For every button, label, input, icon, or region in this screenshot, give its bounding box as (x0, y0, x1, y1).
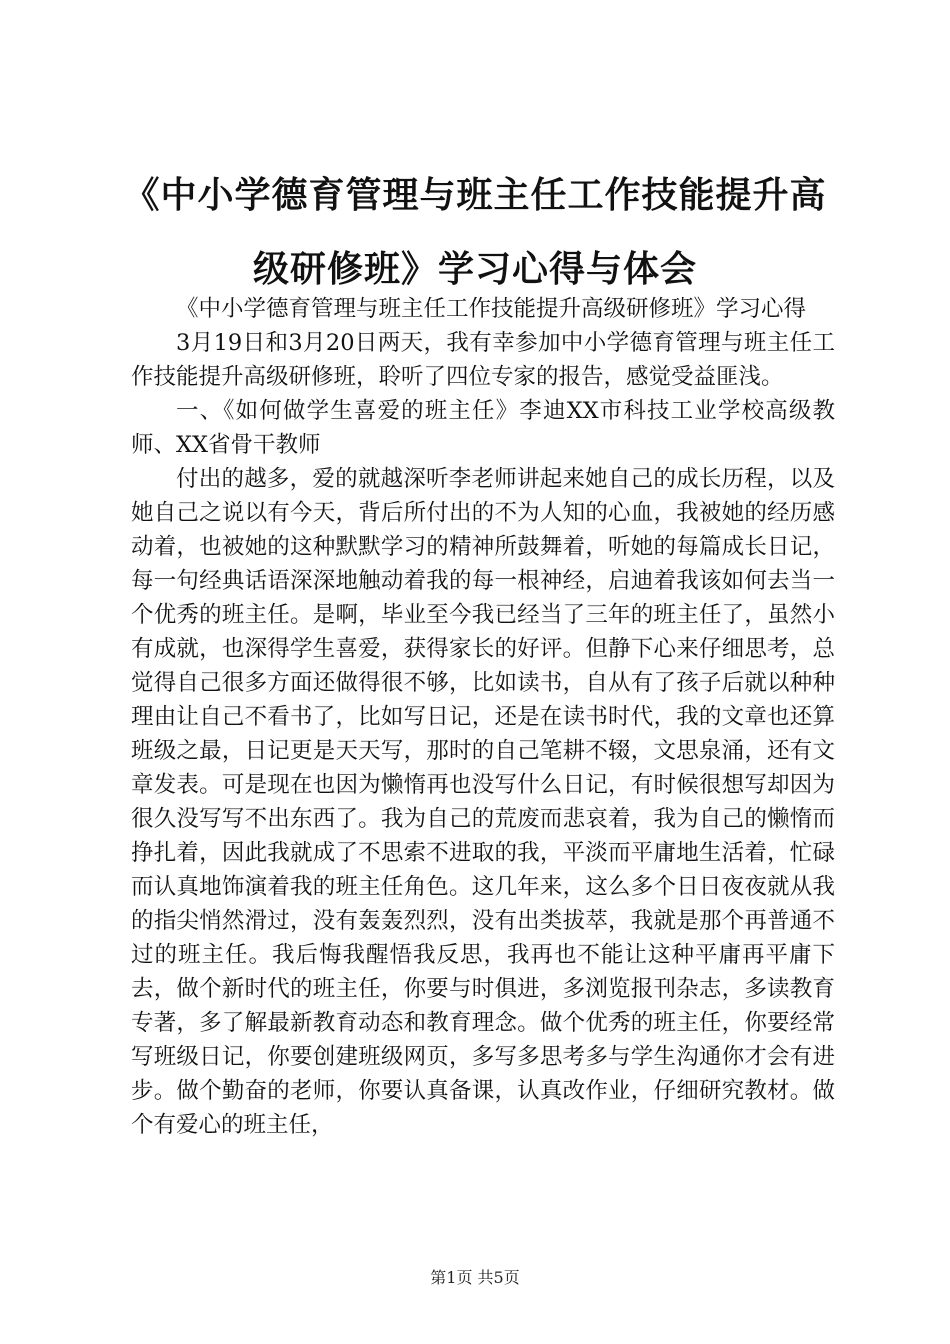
document-body (131, 292, 835, 1142)
page-footer: 第1页 共5页 (430, 1268, 520, 1287)
body-paragraph-section-heading: 一、《如何做学生喜爱的班主任》李迪XX市科技工业学校高级教师、XX省骨干教师 (131, 398, 835, 458)
document-title: 《中小学德育管理与班主任工作技能提升高级研修班》学习心得与体会 (123, 174, 827, 290)
body-paragraph-intro: 3月19日和3月20日两天，我有幸参加中小学德育管理与班主任工作技能提升高级研修班，聆听了四位专家的报告，感觉受益匪浅。 (131, 330, 835, 390)
body-paragraph-main: 付出的越多，爱的就越深听李老师讲起来她自己的成长历程，以及她自己之说以有今天，背后所付出的不为人知的心血，我被她的经历感动着，也被她的这种默默学习的精神所鼓舞着，听她的每篇成长日记，每一句经典话语深深地触动着我的每一根神经，启迪着我该如何去当一个优秀的班主任。是啊，毕业至今我已经当了三年的班主任了，虽然小有成就，也深得学生喜爱，获得家长的好评。但静下心来仔细思考，总觉得自己很多方面还做得很不够，比如读书，自从有了孩子后就以种种理由让自己不看书了，比如写日记，还是在读书时代，我的文章也还算班级之最，日记更是天天写，那时的自己笔耕不辍，文思泉涌，还有文章发表。可是现在也因为懒惰再也没写什么日记，有时候很想写却因为很久没写写不出东西了。我为自己的荒废而悲哀着，我为自己的懒惰而挣扎着，因此我就成了不思索不进取的我，平淡而平庸地生活着，忙碌而认真地饰演着我的班主任角色。这几年来，这么多个日日夜夜就从我的指尖悄然滑过，没有轰轰烈烈，没有出类拔萃，我就是那个再普通不过的班主任。我后悔我醒悟我反思，我再也不能让这种平庸再平庸下去，做个新时代的班主任，你要与时俱进，多浏览报刊杂志，多读教育专著，多了解最新教育动态和教育理念。做个优秀的班主任，你要经常写班级日记，你要创建班级网页，多写多思考多与学生沟通你才会有进步。做个勤奋的老师，你要认真备课，认真改作业，仔细研究教材。做个有爱心的班主任， (131, 466, 835, 1138)
body-paragraph-heading: 《中小学德育管理与班主任工作技能提升高级研修班》学习心得 (176, 296, 807, 322)
